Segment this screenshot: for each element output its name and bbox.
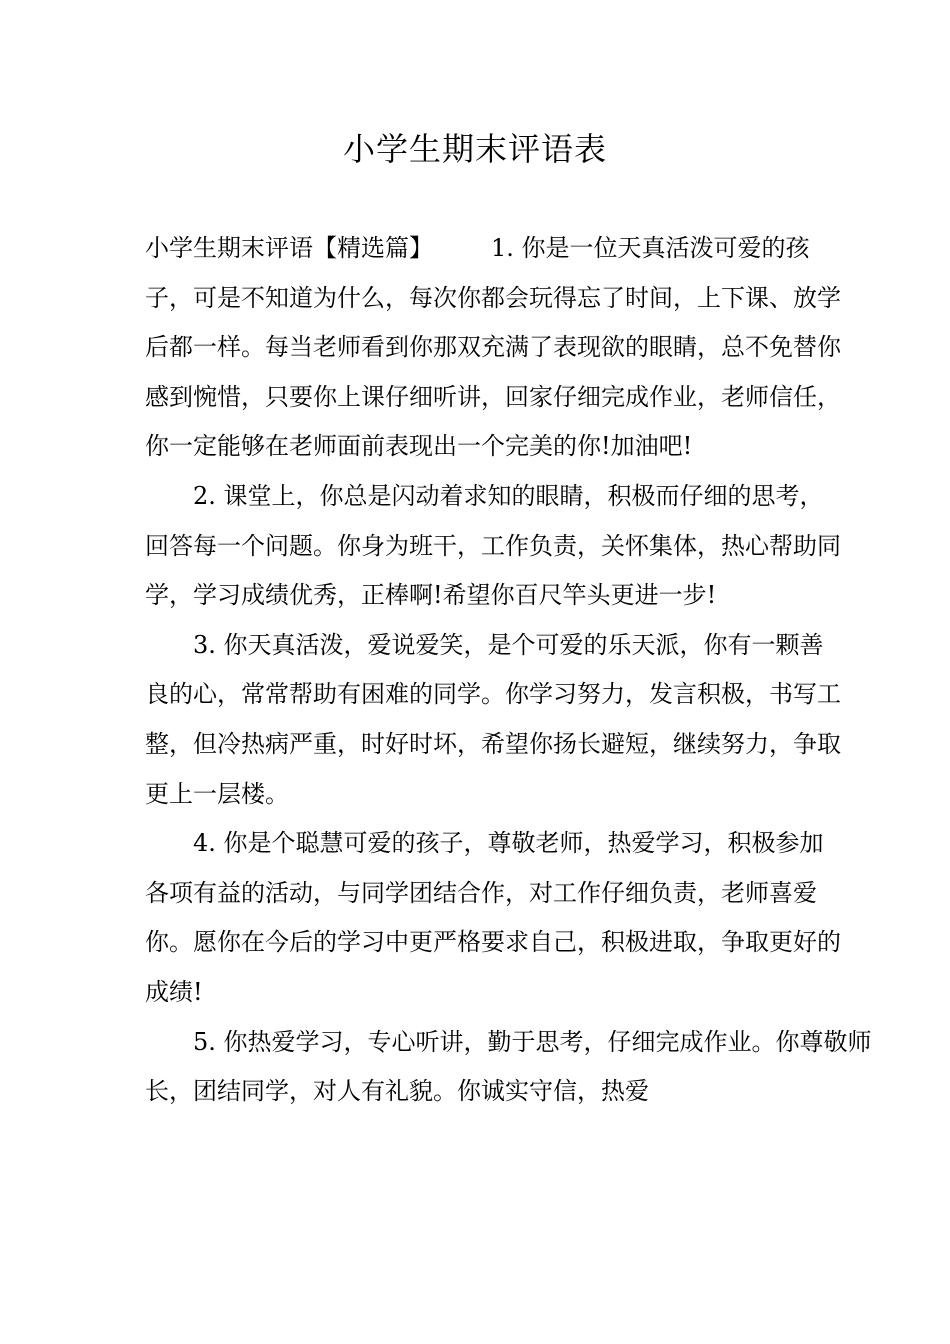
comment-3: 3. 你天真活泼，爱说爱笑，是个可爱的乐天派，你有一颗善良的心，常常帮助有困难的同学。你学习努力，发言积极，书写工整，但冷热病严重，时好时坏，希望你扬长避短，继续努力，争取更上一层楼。 bbox=[145, 630, 841, 808]
document-title: 小学生期末评语表 bbox=[342, 130, 607, 168]
comment-2: 2. 课堂上，你总是闪动着求知的眼睛，积极而仔细的思考，回答每一个问题。你身为班干，工作负责，关怀集体，热心帮助同学，学习成绩优秀，正棒啊!希望你百尺竿头更进一步! bbox=[145, 481, 841, 610]
comment-4: 4. 你是个聪慧可爱的孩子，尊敬老师，热爱学习，积极参加各项有益的活动，与同学团结合作，对工作仔细负责，老师喜爱你。愿你在今后的学习中更严格要求自己，积极进取，争取更好的成绩! bbox=[145, 829, 841, 1006]
comment-1-text: 1. 你是一位天真活泼可爱的孩子，可是不知道为什么，每次你都会玩得忘了时间，上下课、放学后都一样。每当老师看到你那双充满了表现欲的眼睛，总不免替你感到惋惜，只要你上课仔细听讲，回家仔细完成作业，老师信任，你一定能够在老师面前表现出一个完美的你!加油吧! bbox=[145, 234, 841, 461]
intro-paragraph bbox=[145, 224, 845, 472]
intro-heading: 小学生期末评语【精选篇】 bbox=[145, 234, 433, 262]
comment-5: 5. 你热爱学习，专心听讲，勤于思考，仔细完成作业。你尊敬师长，团结同学，对人有礼貌。你诚实守信，热爱 bbox=[145, 1027, 872, 1106]
document-body bbox=[145, 224, 872, 1117]
